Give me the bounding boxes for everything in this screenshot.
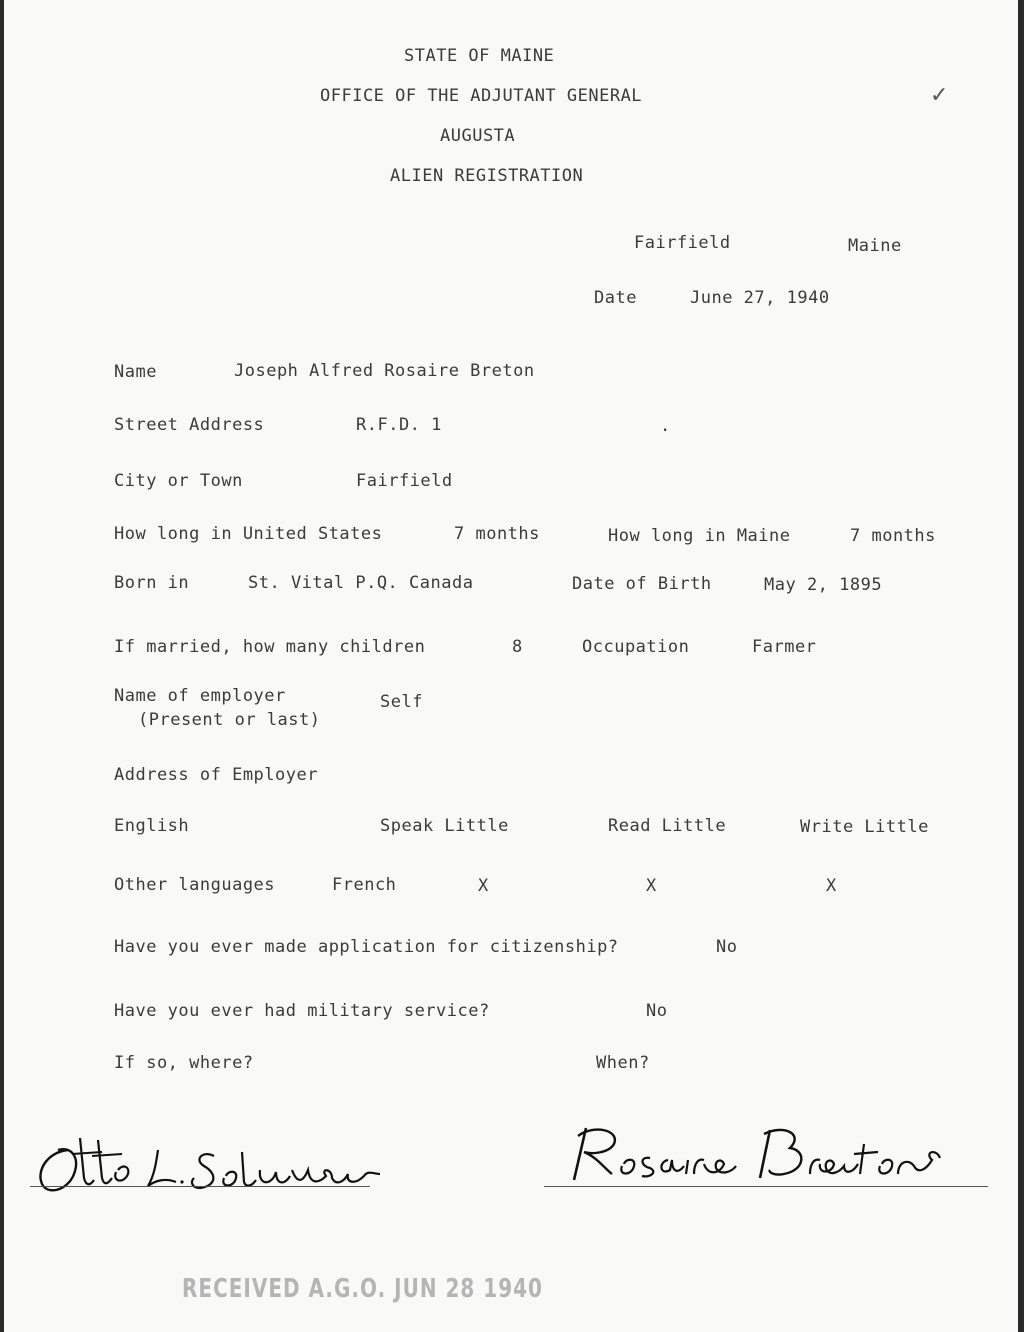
name-value: Joseph Alfred Rosaire Breton [234,361,535,381]
check-mark: ✓ [930,83,949,108]
other-write-mark: X [826,876,837,896]
right-signature [564,1118,944,1188]
when-label: When? [596,1053,650,1073]
citizenship-question: Have you ever made application for citizenship? [114,937,619,957]
military-question: Have you ever had military service? [114,1001,490,1021]
right-signature-line [544,1186,988,1187]
military-answer: No [646,1001,668,1021]
dob-value: May 2, 1895 [764,575,883,595]
city-value: Fairfield [356,471,453,491]
location-town: Fairfield [634,233,731,253]
occupation-label: Occupation [582,637,690,657]
english-speak: Speak Little [380,816,509,836]
employer-sublabel: (Present or last) [138,710,321,730]
left-signature [28,1130,388,1200]
name-label: Name [114,362,157,382]
employer-address-label: Address of Employer [114,765,318,785]
english-label: English [114,816,190,836]
street-dot: . [660,416,671,436]
received-stamp: RECEIVED A.G.O. JUN 28 1940 [182,1272,543,1304]
us-duration-label: How long in United States [114,524,383,544]
us-duration-value: 7 months [454,524,540,544]
city-label: City or Town [114,471,243,491]
date-label: Date [594,288,637,308]
children-value: 8 [512,637,523,657]
header-city: AUGUSTA [440,126,516,146]
born-value: St. Vital P.Q. Canada [248,573,474,593]
header-state: STATE OF MAINE [404,46,555,66]
form-title: ALIEN REGISTRATION [390,166,584,186]
dob-label: Date of Birth [572,574,712,594]
street-value: R.F.D. 1 [356,415,442,435]
date-value: June 27, 1940 [690,288,830,308]
header-office: OFFICE OF THE ADJUTANT GENERAL [320,86,643,106]
other-read-mark: X [646,876,657,896]
other-languages-value: French [332,875,397,895]
maine-duration-label: How long in Maine [608,526,791,546]
english-read: Read Little [608,816,727,836]
english-write: Write Little [800,817,929,837]
citizenship-answer: No [716,937,738,957]
employer-value: Self [380,692,423,712]
employer-label: Name of employer [114,686,286,706]
other-speak-mark: X [478,876,489,896]
born-label: Born in [114,573,190,593]
street-label: Street Address [114,415,265,435]
left-signature-line [30,1186,370,1187]
maine-duration-value: 7 months [850,526,936,546]
location-state: Maine [848,236,902,256]
occupation-value: Farmer [752,637,817,657]
where-label: If so, where? [114,1053,254,1073]
children-label: If married, how many children [114,637,426,657]
other-languages-label: Other languages [114,875,276,895]
